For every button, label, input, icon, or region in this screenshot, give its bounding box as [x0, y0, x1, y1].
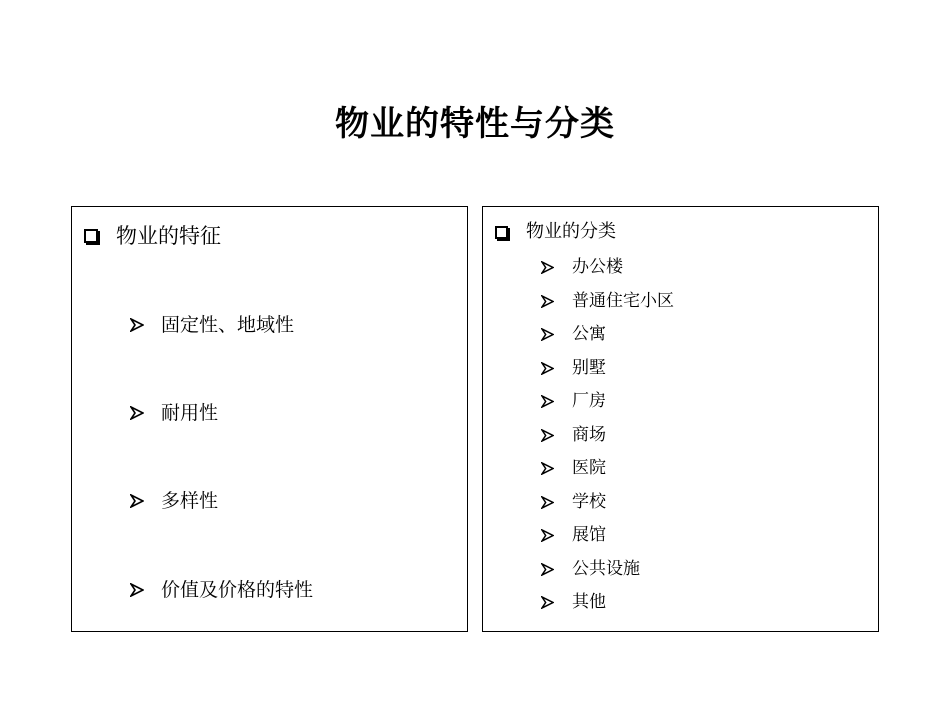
- arrow-bullet-icon: [541, 395, 554, 408]
- arrow-bullet-icon: [541, 529, 554, 542]
- features-panel: [71, 206, 468, 632]
- category-item: [541, 523, 606, 547]
- arrow-bullet-icon: [541, 429, 554, 442]
- categories-heading: [495, 219, 616, 245]
- category-item-label: 学校: [572, 492, 606, 512]
- arrow-bullet-icon: [541, 295, 554, 308]
- category-item: [541, 456, 606, 480]
- category-item: [541, 356, 606, 380]
- checkbox-bullet-icon: [84, 229, 98, 243]
- feature-item: [130, 311, 294, 339]
- category-item: [541, 590, 606, 614]
- features-heading-label: 物业的特征: [116, 224, 221, 248]
- category-item-label: 公共设施: [572, 559, 640, 579]
- feature-item-label: 多样性: [161, 490, 219, 512]
- categories-heading-label: 物业的分类: [526, 221, 616, 242]
- category-item: [541, 389, 606, 413]
- categories-panel: [482, 206, 879, 632]
- category-item: [541, 255, 623, 279]
- feature-item: [130, 399, 218, 427]
- arrow-bullet-icon: [541, 328, 554, 341]
- category-item-label: 展馆: [572, 525, 606, 545]
- category-item-label: 医院: [572, 458, 606, 478]
- slide-title: 物业的特性与分类: [335, 104, 615, 144]
- arrow-bullet-icon: [130, 318, 144, 332]
- arrow-bullet-icon: [541, 563, 554, 576]
- category-item-label: 其他: [572, 592, 606, 612]
- feature-item-label: 价值及价格的特性: [161, 579, 314, 601]
- checkbox-bullet-icon: [495, 226, 508, 239]
- category-item-label: 普通住宅小区: [572, 291, 674, 311]
- arrow-bullet-icon: [541, 496, 554, 509]
- category-item-label: 商场: [572, 425, 606, 445]
- category-item: [541, 557, 640, 581]
- arrow-bullet-icon: [130, 494, 144, 508]
- feature-item-label: 耐用性: [161, 402, 219, 424]
- feature-item: [130, 487, 218, 515]
- arrow-bullet-icon: [541, 261, 554, 274]
- arrow-bullet-icon: [130, 583, 144, 597]
- category-item: [541, 322, 606, 346]
- feature-item: [130, 576, 313, 604]
- features-heading: [84, 221, 221, 251]
- arrow-bullet-icon: [541, 362, 554, 375]
- category-item-label: 公寓: [572, 324, 606, 344]
- feature-item-label: 固定性、地域性: [161, 314, 295, 336]
- category-item: [541, 423, 606, 447]
- category-item-label: 厂房: [572, 391, 606, 411]
- arrow-bullet-icon: [541, 596, 554, 609]
- category-item-label: 别墅: [572, 358, 606, 378]
- arrow-bullet-icon: [130, 406, 144, 420]
- category-item: [541, 490, 606, 514]
- category-item: [541, 289, 674, 313]
- arrow-bullet-icon: [541, 462, 554, 475]
- category-item-label: 办公楼: [572, 257, 623, 277]
